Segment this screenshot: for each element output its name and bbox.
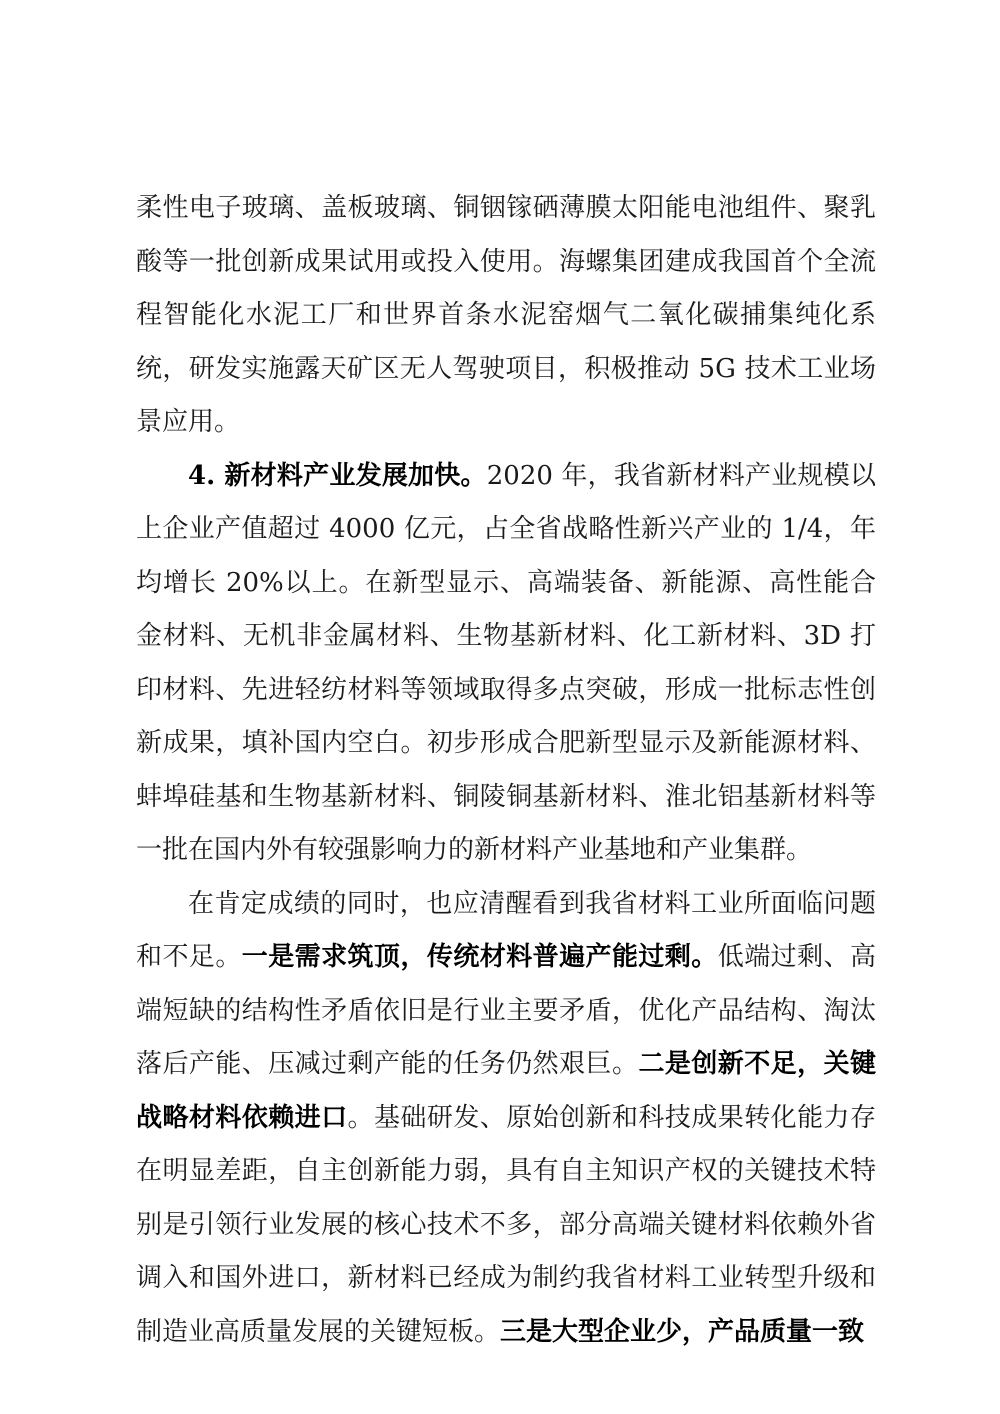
paragraph-run: 2020 年，我省新材料产业规模以上企业产值超过 4000 亿元，占全省战略性新兴产业的 1/4，年均增长 20%以上。在新型显示、高端装备、新能源、高性能合金材料、无机非金属材料、生物基新材料、化工新材料、3D 打印材料、先进轻纺材料等领域取得多点突破，形成一批标志性创新成果，填补国内空白。初步形成合肥新型显示及新能源材料、蚌埠硅基和生物基新材料、铜陵铜基新材料、淮北铝基新材料等一批在国内外有较强影响力的新材料产业基地和产业集群。 — [136, 460, 876, 865]
paragraph-innovation-results — [136, 182, 876, 450]
section-heading-new-materials: 4. 新材料产业发展加快。 — [188, 460, 487, 491]
paragraph-run: 在肯定成绩的同时，也应清醒看到我省材料工业所面临问题和不足。 — [136, 888, 876, 972]
problem-three-heading: 三是大型企业少，产品质量一致 — [500, 1316, 865, 1347]
paragraph-run: 低端过剩、高端短缺的结构性矛盾依旧是行业主要矛盾，优化产品结构、淘汰落后产能、压减过剩产能的任务仍然艰巨。 — [136, 942, 876, 1079]
paragraph-problems — [136, 878, 876, 1360]
paragraph-new-materials — [136, 450, 876, 878]
paragraph-run: 。基础研发、原始创新和科技成果转化能力存在明显差距，自主创新能力弱，具有自主知识产权的关键技术特别是引领行业发展的核心技术不多，部分高端关键材料依赖外省调入和国外进口，新材料已经成为制约我省材料工业转型升级和制造业高质量发展的关键短板。 — [136, 1102, 876, 1347]
document-body — [136, 182, 876, 1359]
problem-one-heading: 一是需求筑顶，传统材料普遍产能过剩。 — [241, 942, 718, 972]
paragraph-run: 柔性电子玻璃、盖板玻璃、铜铟镓硒薄膜太阳能电池组件、聚乳酸等一批创新成果试用或投入使用。海螺集团建成我国首个全流程智能化水泥工厂和世界首条水泥窑烟气二氧化碳捕集纯化系统，研发实施露天矿区无人驾驶项目，积极推动 5G 技术工业场景应用。 — [136, 193, 876, 437]
problem-two-heading: 二是创新不足，关键战略材料依赖进口 — [136, 1049, 876, 1133]
